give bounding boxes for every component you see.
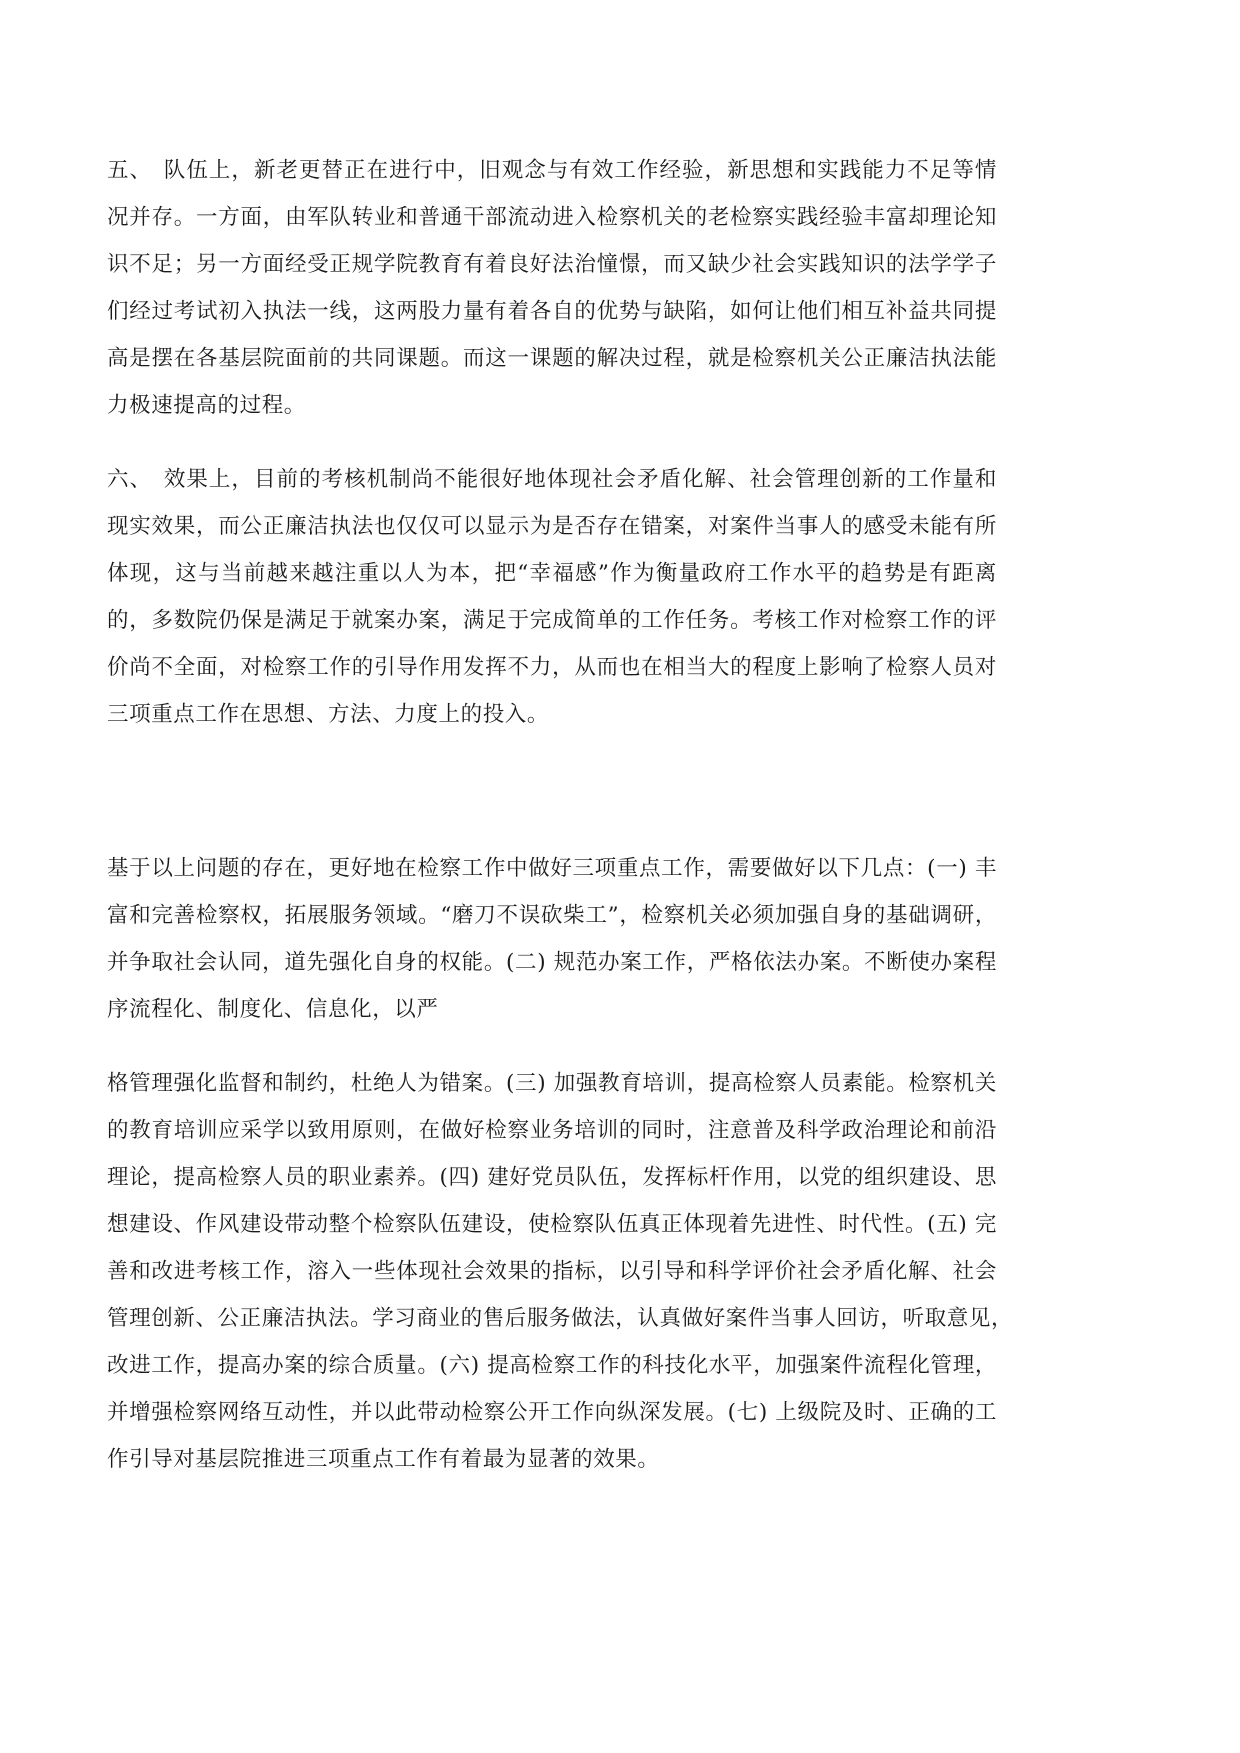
text-line: 识不足；另一方面经受正规学院教育有着良好法治憧憬，而又缺少社会实践知识的法学学子 <box>107 252 997 277</box>
text-line: 高是摆在各基层院面前的共同课题。而这一课题的解决过程，就是检察机关公正廉洁执法能 <box>107 346 997 371</box>
text-line: 格管理强化监督和制约，杜绝人为错案。(三) 加强教育培训，提高检察人员素能。检察机关 <box>107 1071 997 1096</box>
text-line: 体现，这与当前越来越注重以人为本，把“幸福感”作为衡量政府工作水平的趋势是有距离 <box>107 561 997 586</box>
text-line: 价尚不全面，对检察工作的引导作用发挥不力，从而也在相当大的程度上影响了检察人员对 <box>107 655 997 680</box>
text-line: 的教育培训应采学以致用原则，在做好检察业务培训的同时，注意普及科学政治理论和前沿 <box>107 1118 997 1143</box>
text-line: 的，多数院仍保是满足于就案办案，满足于完成简单的工作任务。考核工作对检察工作的评 <box>107 608 997 633</box>
text-line: 管理创新、公正廉洁执法。学习商业的售后服务做法，认真做好案件当事人回访，听取意见， <box>107 1306 1014 1331</box>
text-line: 并增强检察网络互动性，并以此带动检察公开工作向纵深发展。(七) 上级院及时、正确的工 <box>107 1400 997 1425</box>
text-line: 现实效果，而公正廉洁执法也仅仅可以显示为是否存在错案，对案件当事人的感受未能有所 <box>107 514 997 539</box>
text-line: 六、 效果上，目前的考核机制尚不能很好地体现社会矛盾化解、社会管理创新的工作量和 <box>107 467 997 492</box>
text-line: 改进工作，提高办案的综合质量。(六) 提高检察工作的科技化水平，加强案件流程化管理， <box>107 1353 997 1378</box>
text-line: 想建设、作风建设带动整个检察队伍建设，使检察队伍真正体现着先进性、时代性。(五) 完 <box>107 1212 997 1237</box>
text-line: 况并存。一方面，由军队转业和普通干部流动进入检察机关的老检察实践经验丰富却理论知 <box>107 205 997 230</box>
text-line: 五、 队伍上，新老更替正在进行中，旧观念与有效工作经验，新思想和实践能力不足等情 <box>107 158 997 183</box>
text-line: 力极速提高的过程。 <box>107 393 306 418</box>
text-line: 基于以上问题的存在，更好地在检察工作中做好三项重点工作，需要做好以下几点：(一) 丰 <box>107 856 997 881</box>
text-line: 序流程化、制度化、信息化，以严 <box>107 997 439 1022</box>
text-line: 理论，提高检察人员的职业素养。(四) 建好党员队伍，发挥标杆作用，以党的组织建设、思 <box>107 1165 997 1190</box>
text-line: 作引导对基层院推进三项重点工作有着最为显著的效果。 <box>107 1447 660 1472</box>
text-line: 善和改进考核工作，溶入一些体现社会效果的指标，以引导和科学评价社会矛盾化解、社会 <box>107 1259 997 1284</box>
text-line: 并争取社会认同，道先强化自身的权能。(二) 规范办案工作，严格依法办案。不断使办案程 <box>107 950 997 975</box>
text-line: 们经过考试初入执法一线，这两股力量有着各自的优势与缺陷，如何让他们相互补益共同提 <box>107 299 997 324</box>
text-line: 三项重点工作在思想、方法、力度上的投入。 <box>107 702 550 727</box>
text-line: 富和完善检察权，拓展服务领域。“磨刀不误砍柴工”，检察机关必须加强自身的基础调研， <box>107 903 997 928</box>
